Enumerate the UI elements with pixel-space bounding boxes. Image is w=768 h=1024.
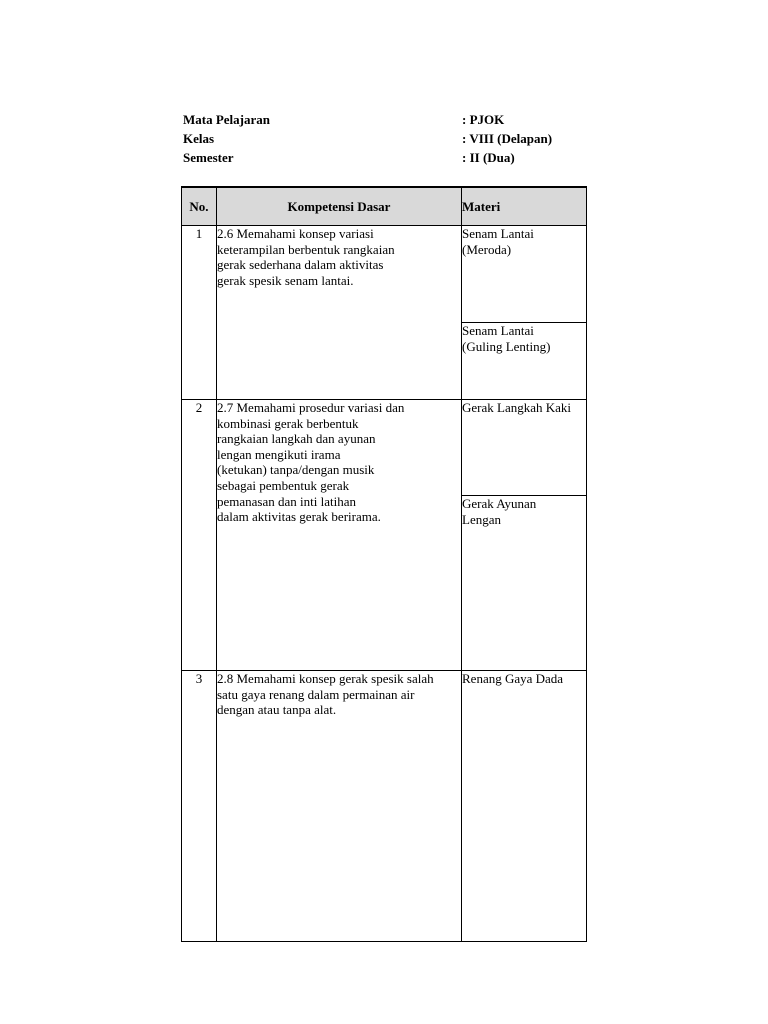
- semester-label: Semester: [183, 150, 234, 165]
- document-header: [183, 110, 603, 167]
- semester-value: : II (Dua): [462, 150, 515, 165]
- mata-pelajaran-row: [183, 110, 603, 129]
- row-number: 1: [182, 226, 217, 400]
- table-row: [182, 400, 587, 496]
- kompetensi-table: [181, 186, 587, 942]
- kelas-value: : VIII (Delapan): [462, 131, 553, 146]
- kompetensi-dasar-cell: 2.6 Memahami konsep variasi keterampilan berbentuk rangkaian gerak sederhana dalam aktivitas gerak spesik senam lantai.: [217, 226, 462, 400]
- mata-pelajaran-label: Mata Pelajaran: [183, 112, 271, 127]
- mata-pelajaran-value: : PJOK: [462, 112, 505, 127]
- kelas-label: Kelas: [183, 131, 215, 146]
- kompetensi-dasar-cell: 2.7 Memahami prosedur variasi dan kombinasi gerak berbentuk rangkaian langkah dan ayunan lengan mengikuti irama (ketukan) tanpa/dengan musik sebagai pembentuk gerak pemanasan dan inti latihan dalam aktivitas gerak berirama.: [217, 400, 462, 671]
- materi-cell: Senam Lantai (Guling Lenting): [462, 323, 587, 400]
- kelas-row: [183, 129, 603, 148]
- column-header-no: No.: [182, 187, 217, 226]
- table-header-row: [182, 187, 587, 226]
- table-row: [182, 226, 587, 323]
- semester-row: [183, 148, 603, 167]
- materi-cell: Gerak Langkah Kaki: [462, 400, 587, 496]
- kompetensi-dasar-cell: 2.8 Memahami konsep gerak spesik salah satu gaya renang dalam permainan air dengan atau tanpa alat.: [217, 671, 462, 942]
- column-header-kompetensi-dasar: Kompetensi Dasar: [217, 187, 462, 226]
- row-number: 2: [182, 400, 217, 671]
- table-row: [182, 671, 587, 942]
- row-number: 3: [182, 671, 217, 942]
- column-header-materi: Materi: [462, 187, 587, 226]
- materi-cell: Senam Lantai (Meroda): [462, 226, 587, 323]
- materi-cell: Gerak Ayunan Lengan: [462, 496, 587, 671]
- materi-cell: Renang Gaya Dada: [462, 671, 587, 942]
